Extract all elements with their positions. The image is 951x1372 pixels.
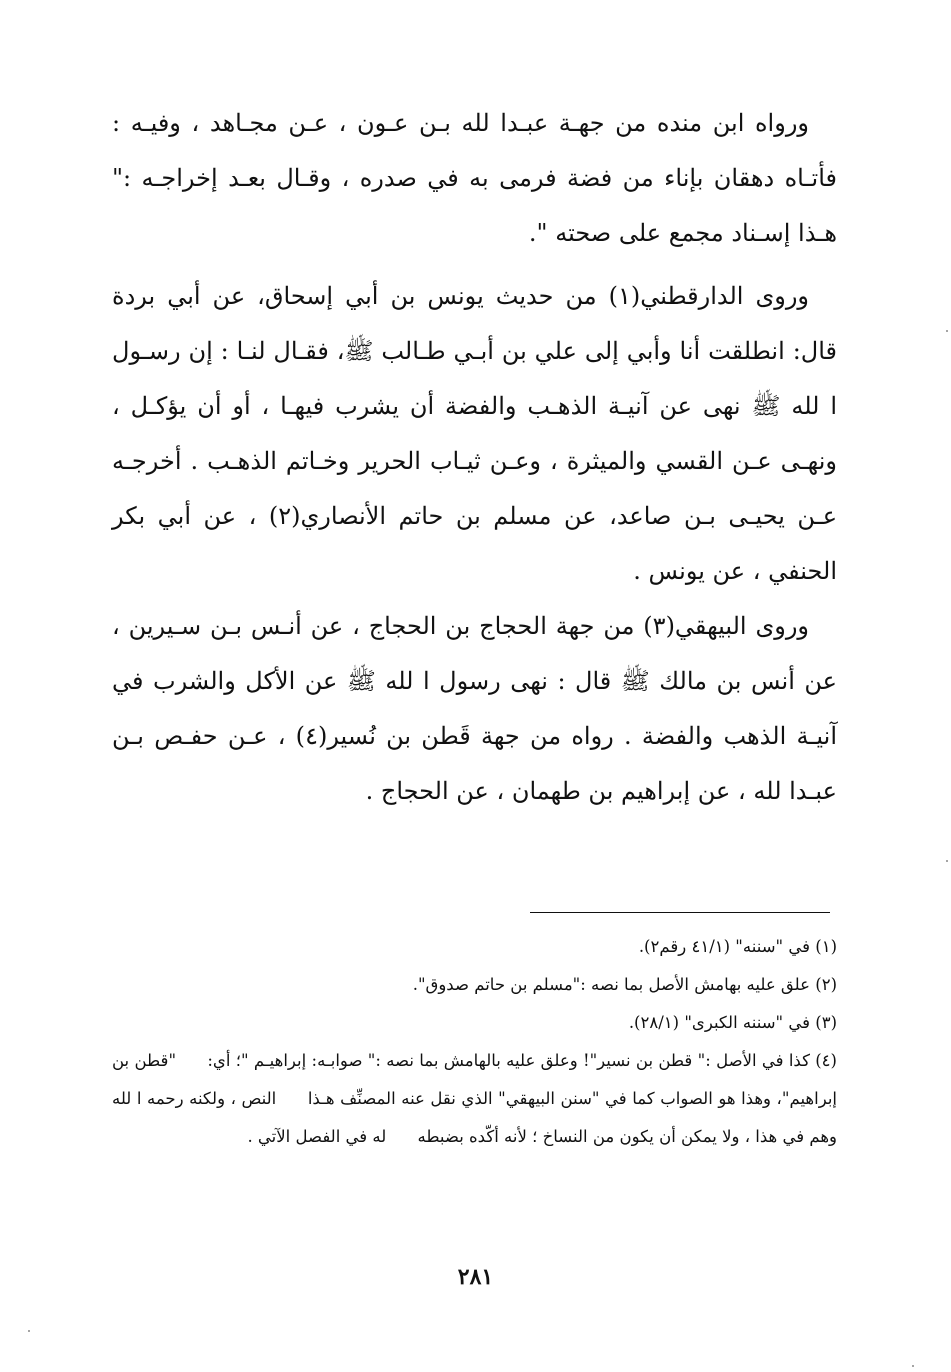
text-line: انطلقت أنا وأبي إلى علي بن أبـي طـالب ﷺ، فقـال لنـا : إن رسـول ا لله ﷺ	[112, 337, 837, 420]
footnote-line: النص ، ولكنه رحمه ا لله وهم في هذا ، ولا يمكن أن يكون من النساخ ؛ لأنه أكّده بضبطه	[112, 1089, 837, 1146]
paragraph-1	[112, 96, 837, 261]
text-line: عن إبراهيم بن طهمان ، عن الحجاج .	[365, 777, 731, 805]
text-line: القسي والميثرة ، وعـن ثيـاب الحرير وخـاتم الذهـب . أخرجـه عـن يحيـى بـن	[112, 447, 838, 530]
footnote-4	[112, 1042, 837, 1156]
paragraph-2	[112, 269, 837, 599]
footnote-line: "قطن بن إبراهيم"، وهذا هو الصواب كما في "سنن البيهقي" الذي نقل عنه المصنِّف هـذا	[112, 1051, 837, 1108]
footnote-1: (١) في "سننه" (٤١/١ رقم٢).	[638, 937, 837, 956]
text-line: ورواه ابن منده من جهـة عبـدا لله بـن عـون ، عـن مجـاهد ، وفيـه : فأتـاه	[112, 109, 837, 192]
footnotes-block	[112, 928, 837, 1156]
text-line: مجمع على صحته ".	[528, 219, 724, 247]
footnote-line: له في الفصل الآتي .	[247, 1127, 387, 1146]
text-line: نهى عن آنيـة الذهـب والفضة أن يشرب فيهـا ، أو أن يؤكـل ، ونهـى عـن	[112, 392, 837, 475]
text-line: صاعد، عن مسلم بن حاتم الأنصاري(٢) ، عن أبي بكر الحنفي ، عن يونس .	[112, 502, 837, 585]
text-line: دهقان بإناء من فضة فرمى به في صدره ، وقـال بعـد إخراجـه :" هـذا إسـناد	[112, 164, 837, 247]
text-line: وروى الدارقطني(١) من حديث يونس بن أبي إسحاق، عن أبي بردة قال:	[112, 282, 837, 365]
paragraph-3	[112, 599, 837, 819]
footnote-2: (٢) علق عليه بهامش الأصل بما نصه :"مسلم بن حاتم صدوق".	[412, 975, 837, 994]
text-line: الذهب والفضة . رواه من جهة قَطن بن نُسير(٤) ، عـن حفـص بـن عبـدا لله ،	[112, 722, 837, 805]
scan-speck	[946, 330, 948, 332]
main-text-block	[112, 96, 837, 819]
text-line: وروى البيهقي(٣) من جهة الحجاج بن الحجاج ، عن أنـس بـن سـيرين ،	[112, 612, 809, 640]
page-number: ٢٨١	[457, 1264, 494, 1290]
scan-speck	[946, 860, 948, 862]
text-line: عن أنس بن مالك ﷺ قال : نهى رسول ا لله ﷺ عن الأكل والشرب في آنيـة	[112, 667, 837, 750]
scan-speck	[912, 1365, 914, 1367]
footnote-3: (٣) في "سننه الكبرى" (٢٨/١).	[628, 1013, 837, 1032]
scan-speck	[28, 1330, 30, 1332]
footnote-line: (٤) كذا في الأصل :" قطن بن نسير"! وعلق عليه بالهامش بما نصه :" صوابـه: إبراهيـم "؛ أي:	[207, 1051, 837, 1070]
footnote-separator	[530, 912, 830, 913]
